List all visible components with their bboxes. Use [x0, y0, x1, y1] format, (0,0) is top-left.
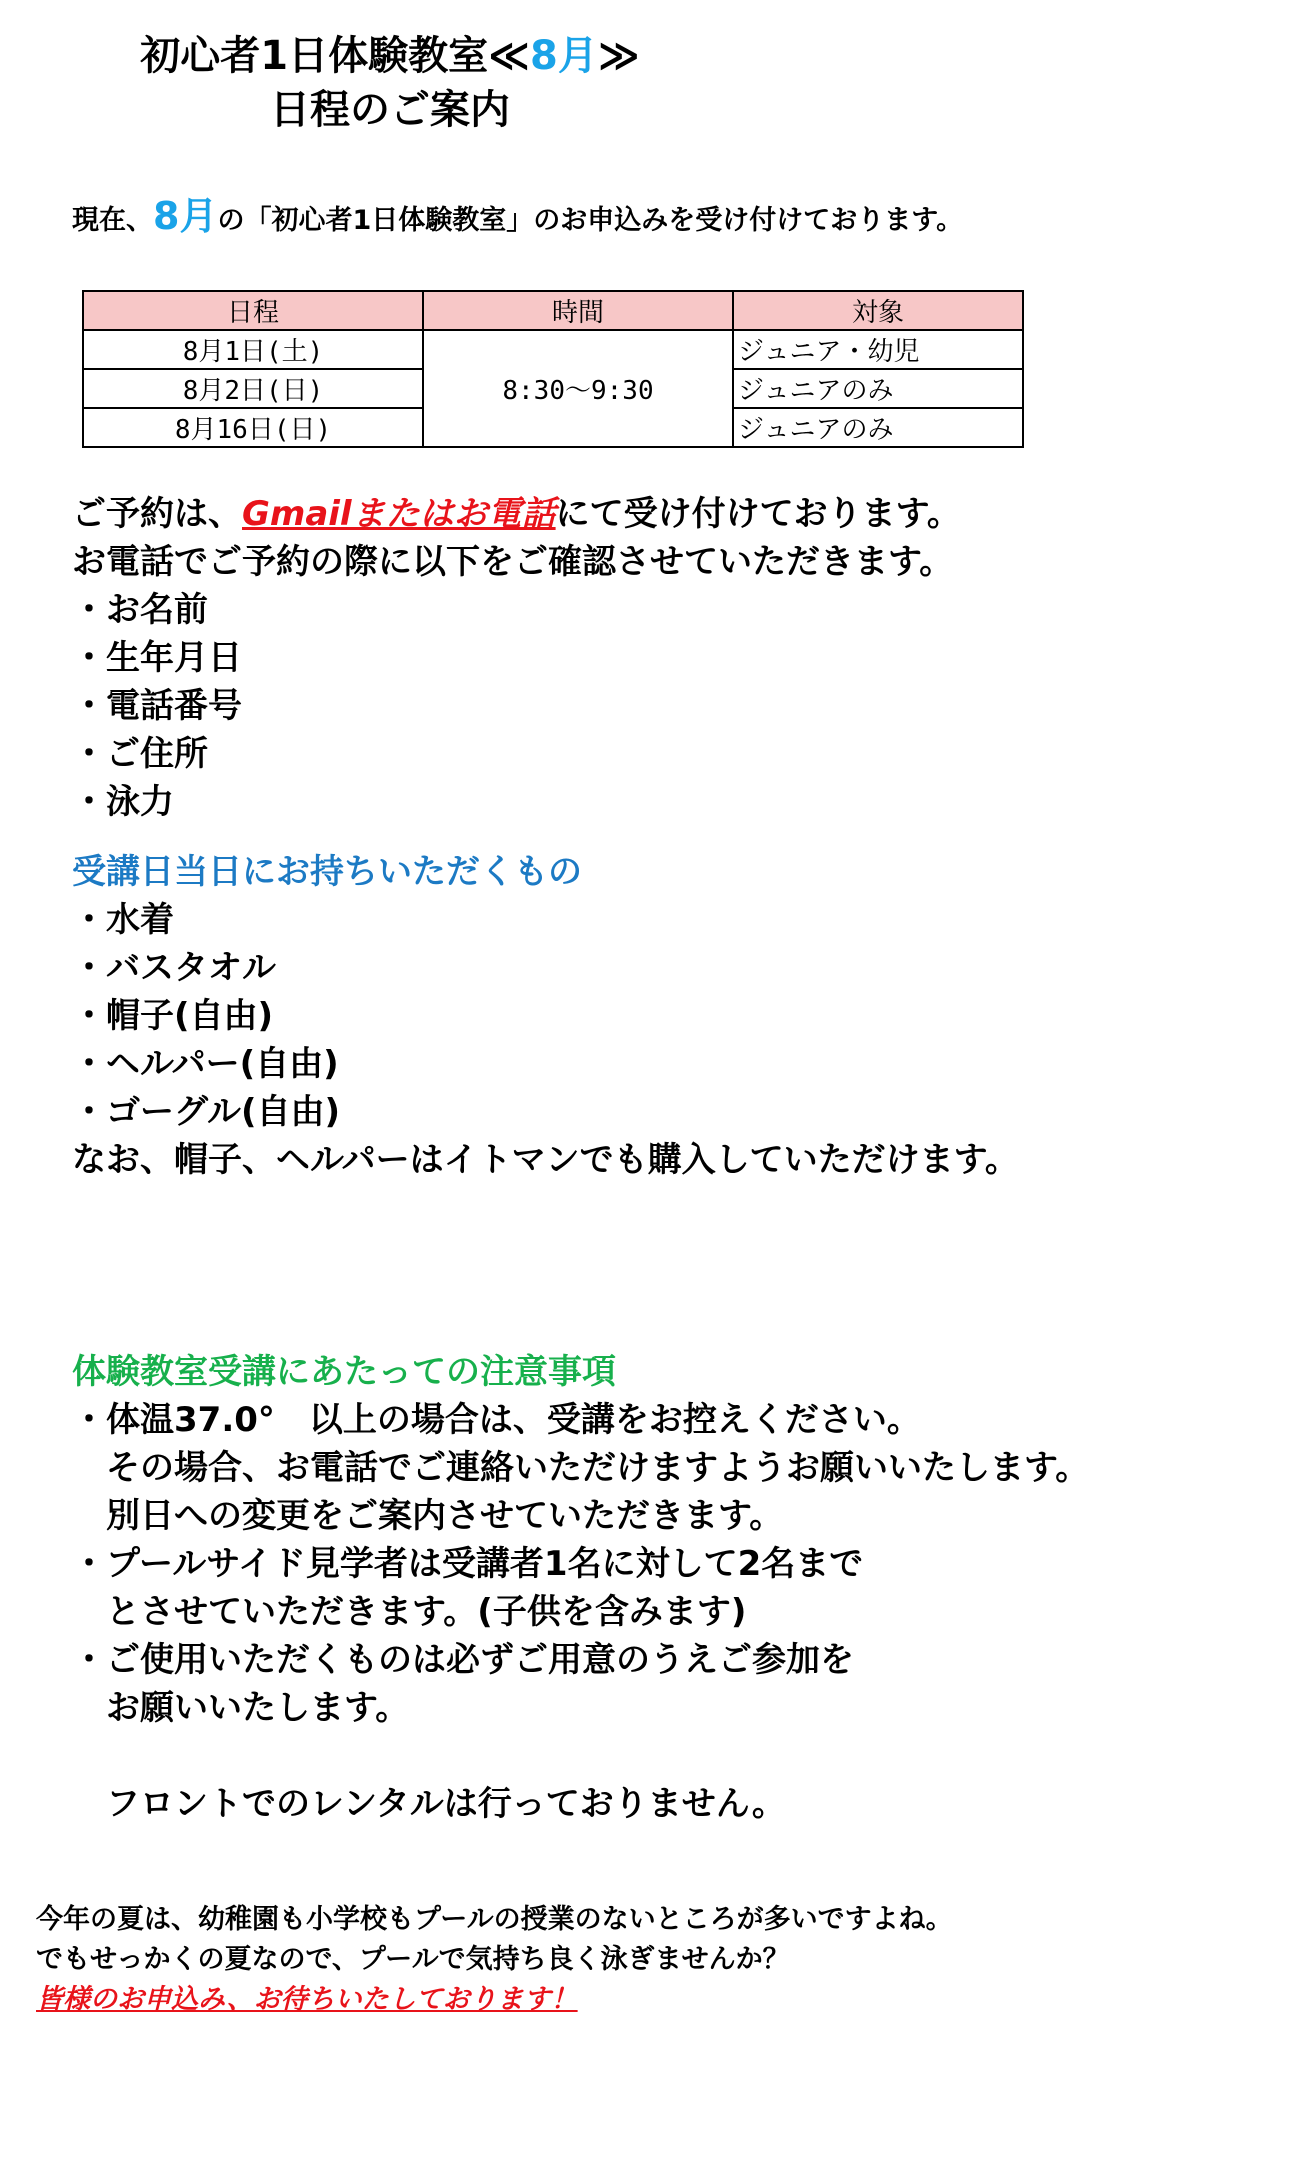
list-item: ・帽子(自由) — [72, 996, 274, 1036]
notes-line: ・体温37.0° 以上の場合は、受講をお控えください。 — [72, 1400, 921, 1440]
reservation-line-1 — [72, 490, 961, 538]
schedule-target: ジュニアのみ — [733, 369, 1023, 408]
bring-section — [72, 848, 1019, 1184]
schedule-date: 8月2日(日) — [83, 369, 423, 408]
schedule-table — [82, 290, 1024, 448]
notes-section — [72, 1348, 1089, 1828]
reservation-section — [72, 490, 961, 826]
header-target: 対象 — [733, 291, 1023, 330]
list-item: ・生年月日 — [72, 638, 242, 678]
list-item: ・電話番号 — [72, 686, 242, 726]
list-item: ・泳力 — [72, 782, 174, 822]
notes-line — [72, 1732, 1089, 1780]
header-date: 日程 — [83, 291, 423, 330]
title-suffix: ≫ — [597, 33, 640, 79]
bring-heading: 受講日当日にお持ちいただくもの — [72, 852, 582, 892]
notes-line: 別日への変更をご案内させていただきます。 — [72, 1496, 784, 1536]
list-item: ・ヘルパー(自由) — [72, 1044, 339, 1084]
intro-month: 8月 — [153, 194, 218, 238]
list-item: ・水着 — [72, 900, 174, 940]
list-item: ・お名前 — [72, 590, 208, 630]
list-item: ・バスタオル — [72, 948, 276, 988]
page-subtitle: 日程のご案内 — [270, 87, 510, 133]
closing-section — [36, 1900, 953, 2020]
schedule-date: 8月16日(日) — [83, 408, 423, 447]
closing-line-2: でもせっかくの夏なので、プールで気持ち良く泳ぎませんか？ — [36, 1944, 790, 1975]
notes-line: ・ご使用いただくものは必ずご用意のうえご参加を — [72, 1640, 854, 1680]
schedule-time: 8:30～9:30 — [423, 330, 733, 447]
reservation-line-2: お電話でご予約の際に以下をご確認させていただきます。 — [72, 542, 954, 582]
bring-note: なお、帽子、ヘルパーはイトマンでも購入していただけます。 — [72, 1140, 1019, 1180]
notes-line: とさせていただきます。(子供を含みます) — [72, 1592, 747, 1632]
intro-text — [72, 196, 963, 241]
schedule-date: 8月1日(土) — [83, 330, 423, 369]
page-title — [0, 30, 780, 82]
list-item: ・ゴーグル(自由) — [72, 1092, 341, 1132]
reservation-pre: ご予約は、 — [72, 494, 242, 534]
schedule-target: ジュニアのみ — [733, 408, 1023, 447]
notes-heading: 体験教室受講にあたっての注意事項 — [72, 1352, 616, 1392]
title-prefix: 初心者1日体験教室≪ — [140, 33, 530, 79]
notes-line: お願いいたします。 — [72, 1688, 410, 1728]
contact-link[interactable]: Gmailまたはお電話 — [242, 494, 556, 534]
schedule-header-row — [83, 291, 1023, 330]
list-item: ・ご住所 — [72, 734, 208, 774]
notes-line: その場合、お電話でご連絡いただけますようお願いいたします。 — [72, 1448, 1090, 1488]
closing-line-1: 今年の夏は、幼稚園も小学校もプールの授業のないところが多いですよね。 — [36, 1904, 953, 1935]
schedule-target: ジュニア・幼児 — [733, 330, 1023, 369]
intro-post: の「初心者1日体験教室」のお申込みを受け付けております。 — [217, 205, 964, 236]
reservation-post: にて受け付けております。 — [555, 494, 961, 534]
closing-line-3: 皆様のお申込み、お待ちいたしております！ — [36, 1984, 578, 2015]
title-month: 8月 — [530, 33, 598, 79]
header-time: 時間 — [423, 291, 733, 330]
intro-pre: 現在、 — [72, 205, 153, 236]
notes-line: ・プールサイド見学者は受講者1名に対して2名まで — [72, 1544, 864, 1584]
table-row — [83, 330, 1023, 369]
notes-line: フロントでのレンタルは行っておりません。 — [72, 1784, 786, 1824]
